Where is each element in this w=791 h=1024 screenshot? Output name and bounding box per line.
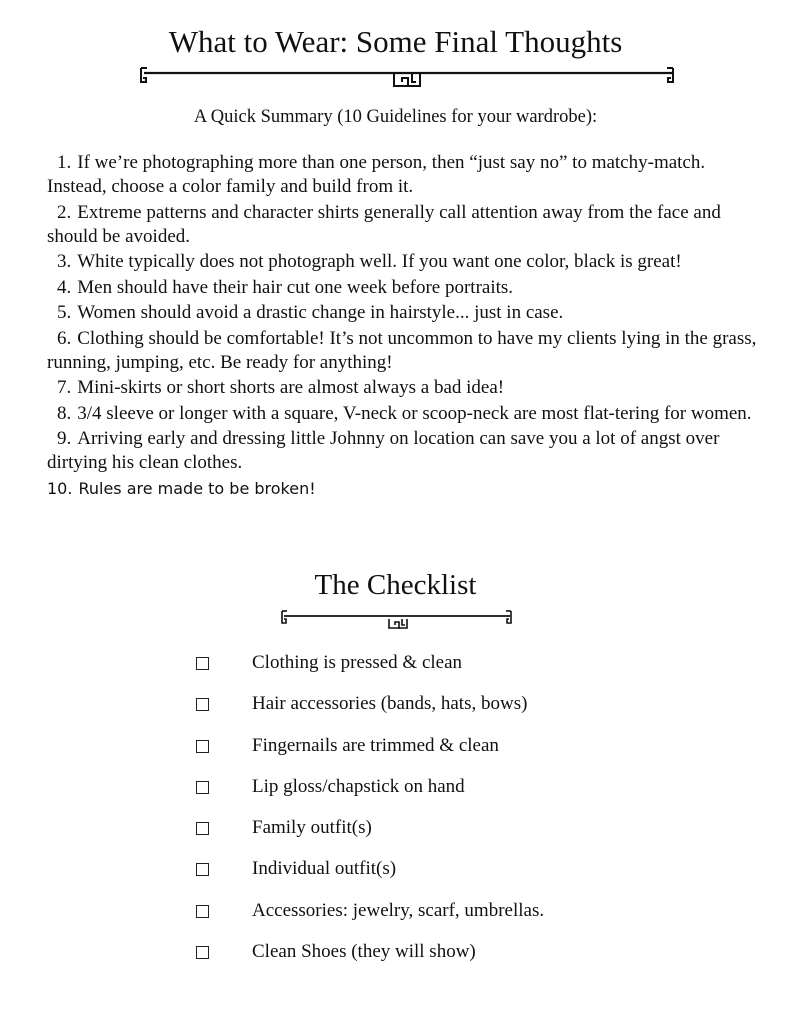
list-item (47, 201, 757, 249)
checklist-item (196, 774, 696, 815)
list-item-number: 4. (57, 276, 72, 298)
list-item-text: If we’re photographing more than one person, then “just say no” to matchy-match. Instead, choose a color family and build from it. (47, 152, 706, 197)
list-item-number: 9. (57, 428, 72, 449)
checklist-item-label: Individual outfit(s) (252, 858, 397, 880)
checklist-item-label: Clothing is pressed & clean (252, 652, 463, 673)
checklist-item (196, 733, 696, 774)
checkbox[interactable] (196, 822, 209, 835)
checkbox[interactable] (196, 698, 209, 711)
checkbox[interactable] (196, 740, 209, 753)
list-item-text: Women should avoid a drastic change in hairstyle... just in case. (77, 302, 564, 323)
list-item (47, 402, 757, 426)
checklist-item-label: Family outfit(s) (252, 817, 372, 839)
list-item-text: 3/4 sleeve or longer with a square, V-neck or scoop-neck are most flat-tering for women. (77, 402, 752, 424)
greek-key-divider-icon (138, 62, 678, 92)
checklist-item-label: Clean Shoes (they will show) (252, 941, 476, 963)
greek-key-divider-icon (279, 607, 515, 633)
list-item-number: 6. (57, 327, 72, 349)
checklist-item (196, 939, 696, 980)
list-item (47, 250, 757, 274)
guidelines-subtitle: A Quick Summary (10 Guidelines for your wardrobe): (193, 107, 598, 127)
page-title: What to Wear: Some Final Thoughts (168, 24, 623, 59)
list-item-number: 5. (57, 302, 72, 323)
list-item (47, 376, 757, 400)
list-item-number: 10. (47, 478, 73, 498)
list-item-number: 3. (57, 251, 72, 272)
checklist (196, 650, 696, 980)
list-item-text: Men should have their hair cut one week before portraits. (77, 276, 514, 298)
checkbox[interactable] (196, 863, 209, 876)
list-item (47, 327, 757, 375)
checkbox[interactable] (196, 946, 209, 959)
checklist-item-label: Hair accessories (bands, hats, bows) (252, 693, 528, 715)
list-item-number: 2. (57, 201, 72, 223)
list-item-text: Clothing should be comfortable! It’s not uncommon to have my clients lying in the grass, running, jumping, etc. Be ready for anything! (47, 327, 757, 373)
checkbox[interactable] (196, 905, 209, 918)
list-item-number: 8. (57, 402, 72, 424)
checklist-item (196, 691, 696, 732)
checkbox[interactable] (196, 657, 209, 670)
list-item-text: White typically does not photograph well. If you want one color, black is great! (77, 251, 682, 272)
checklist-item (196, 650, 696, 691)
list-item (47, 301, 757, 325)
list-item-number: 1. (57, 152, 72, 173)
list-item (47, 477, 757, 501)
checklist-item-label: Fingernails are trimmed & clean (252, 734, 499, 756)
guidelines-list (47, 151, 757, 502)
list-item-text: Arriving early and dressing little Johnny on location can save you a lot of angst over dirtying his clean clothes. (47, 428, 720, 473)
list-item (47, 151, 757, 199)
list-item-text: Extreme patterns and character shirts generally call attention away from the face and should be avoided. (47, 201, 721, 247)
list-item (47, 427, 757, 475)
checklist-title: The Checklist (314, 569, 477, 601)
checklist-item-label: Lip gloss/chapstick on hand (252, 775, 465, 797)
list-item-text: Mini-skirts or short shorts are almost always a bad idea! (77, 377, 505, 398)
checklist-item (196, 815, 696, 856)
list-item-text: Rules are made to be broken! (78, 478, 316, 498)
list-item (47, 276, 757, 300)
checklist-item (196, 898, 696, 939)
list-item-number: 7. (57, 377, 72, 398)
checkbox[interactable] (196, 781, 209, 794)
checklist-item (196, 856, 696, 897)
checklist-item-label: Accessories: jewelry, scarf, umbrellas. (252, 899, 545, 921)
